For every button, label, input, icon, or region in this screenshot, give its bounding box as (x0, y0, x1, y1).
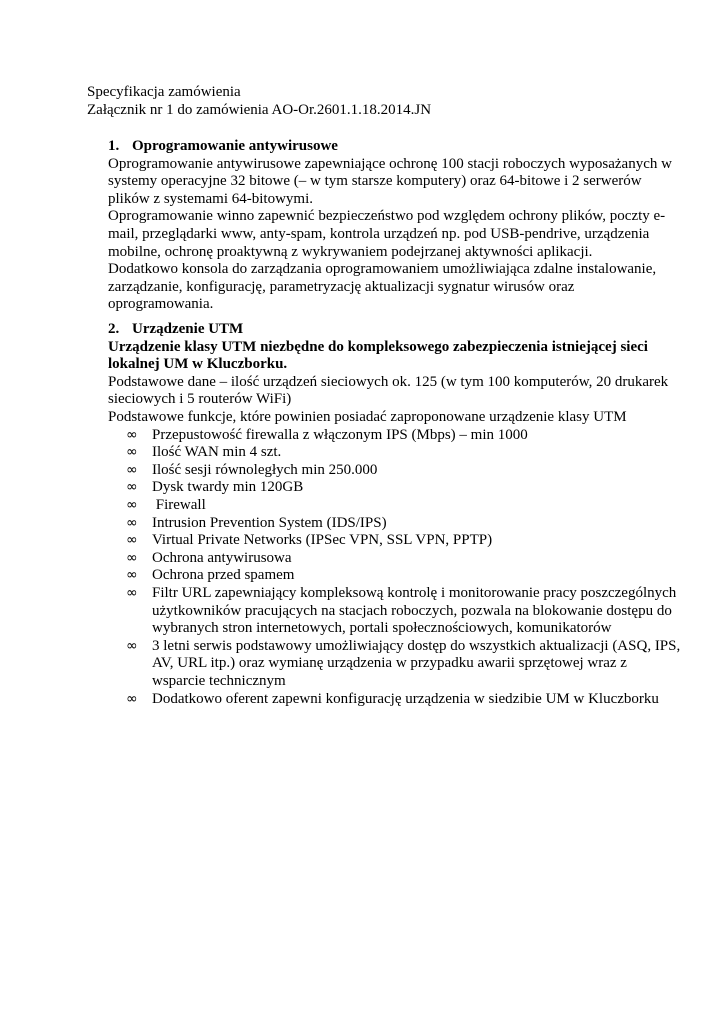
infinity-bullet-icon: ∞ (126, 426, 138, 443)
section1-paragraph-line: mail, przeglądarki www, anty-spam, kontrola urządzeń np. pod USB-pendrive, urządzenia (108, 225, 650, 242)
section1-paragraph-line: Dodatkowo konsola do zarządzania oprogramowaniem umożliwiająca zdalne instalowanie, (108, 261, 657, 278)
list-item-text: AV, URL itp.) oraz wymianę urządzenia w przypadku awarii sprzętowej wraz z (152, 655, 627, 672)
infinity-bullet-icon: ∞ (126, 690, 138, 707)
infinity-bullet-icon: ∞ (126, 549, 138, 566)
section2-paragraph-line: Podstawowe funkcje, które powinien posiadać zaproponowane urządzenie klasy UTM (108, 408, 627, 425)
section1-paragraph-line: Oprogramowanie winno zapewnić bezpieczeństwo pod względem ochrony plików, poczty e- (108, 208, 666, 225)
list-item (126, 691, 686, 709)
section1-paragraph-line: mobilne, ochronę proaktywną z wykrywaniem podejrzanej aktywności aplikacji. (108, 243, 593, 260)
section1-title: Oprogramowanie antywirusowe (132, 138, 338, 154)
list-item-text: Intrusion Prevention System (IDS/IPS) (152, 514, 387, 531)
header-title: Specyfikacja zamówienia (87, 84, 241, 100)
list-item-text: Ochrona antywirusowa (152, 549, 292, 566)
section1-heading (108, 138, 668, 156)
list-item-text: Virtual Private Networks (IPSec VPN, SSL VPN, PPTP) (152, 532, 493, 549)
section2-subtitle-line: Urządzenie klasy UTM niezbędne do kompleksowego zabezpieczenia istniejącej sieci (108, 338, 648, 355)
list-item-text: Ilość sesji równoległych min 250.000 (152, 461, 378, 478)
list-item-text: Filtr URL zapewniający kompleksową kontrolę i monitorowanie pracy poszczególnych (152, 584, 677, 601)
list-item (126, 497, 686, 515)
infinity-bullet-icon: ∞ (126, 444, 138, 461)
list-item-text: Ochrona przed spamem (152, 567, 295, 584)
section1-paragraph-line: oprogramowania. (108, 296, 214, 313)
list-item-text: Firewall (152, 496, 206, 513)
section2-title: Urządzenie UTM (132, 321, 244, 337)
list-item-text: Dysk twardy min 120GB (152, 479, 304, 496)
infinity-bullet-icon: ∞ (126, 496, 138, 513)
list-item-text: Ilość WAN min 4 szt. (152, 444, 282, 461)
infinity-bullet-icon: ∞ (126, 637, 138, 654)
section2-body (108, 374, 668, 427)
section2-heading (108, 321, 668, 339)
list-item-text: wsparcie technicznym (152, 672, 286, 689)
list-item (126, 567, 686, 585)
list-item (126, 638, 686, 691)
list-item (126, 462, 686, 480)
list-item-text: wybranych stron internetowych, portali społecznościowych, komunikatorów (152, 620, 612, 637)
section2-subtitle (108, 339, 668, 374)
infinity-bullet-icon: ∞ (126, 567, 138, 584)
utm-feature-list (126, 427, 686, 709)
list-item-text: Przepustowość firewalla z włączonym IPS (Mbps) – min 1000 (152, 426, 528, 443)
list-item-text: 3 letni serwis podstawowy umożliwiający dostęp do wszystkich aktualizacji (ASQ, IPS, (152, 637, 681, 654)
document-header (87, 84, 667, 119)
list-item (126, 427, 686, 445)
list-item-text: użytkowników pracujących na stacjach roboczych, pozwala na blokowanie dostępu do (152, 602, 672, 619)
section2-subtitle-line: lokalnej UM w Kluczborku. (108, 356, 288, 373)
list-item (126, 479, 686, 497)
list-item (126, 532, 686, 550)
infinity-bullet-icon: ∞ (126, 514, 138, 531)
section1-paragraph-line: Oprogramowanie antywirusowe zapewniające ochronę 100 stacji roboczych wyposażanych w (108, 155, 672, 172)
list-item (126, 444, 686, 462)
section2-paragraph-line: sieciowych i 5 routerów WiFi) (108, 391, 292, 408)
list-item (126, 515, 686, 533)
section2-paragraph-line: Podstawowe dane – ilość urządzeń sieciowych ok. 125 (w tym 100 komputerów, 20 drukarek (108, 373, 669, 390)
infinity-bullet-icon: ∞ (126, 461, 138, 478)
list-item (126, 550, 686, 568)
infinity-bullet-icon: ∞ (126, 479, 138, 496)
list-item-text: Dodatkowo oferent zapewni konfigurację urządzenia w siedzibie UM w Kluczborku (152, 690, 659, 707)
section1-body (108, 155, 672, 314)
infinity-bullet-icon: ∞ (126, 532, 138, 549)
section2-number: 2. (108, 321, 120, 337)
list-item (126, 585, 686, 638)
section1-paragraph-line: plików z systemami 64-bitowymi. (108, 190, 313, 207)
section1-paragraph-line: zarządzanie, konfigurację, parametryzację aktualizacji sygnatur wirusów oraz (108, 278, 575, 295)
section1-paragraph-line: systemy operacyjne 32 bitowe (– w tym starsze komputery) oraz 64-bitowe i 2 serwerów (108, 173, 642, 190)
infinity-bullet-icon: ∞ (126, 584, 138, 601)
section1-number: 1. (108, 138, 120, 154)
header-attachment-ref: Załącznik nr 1 do zamówienia AO-Or.2601.1.18.2014.JN (87, 101, 432, 118)
